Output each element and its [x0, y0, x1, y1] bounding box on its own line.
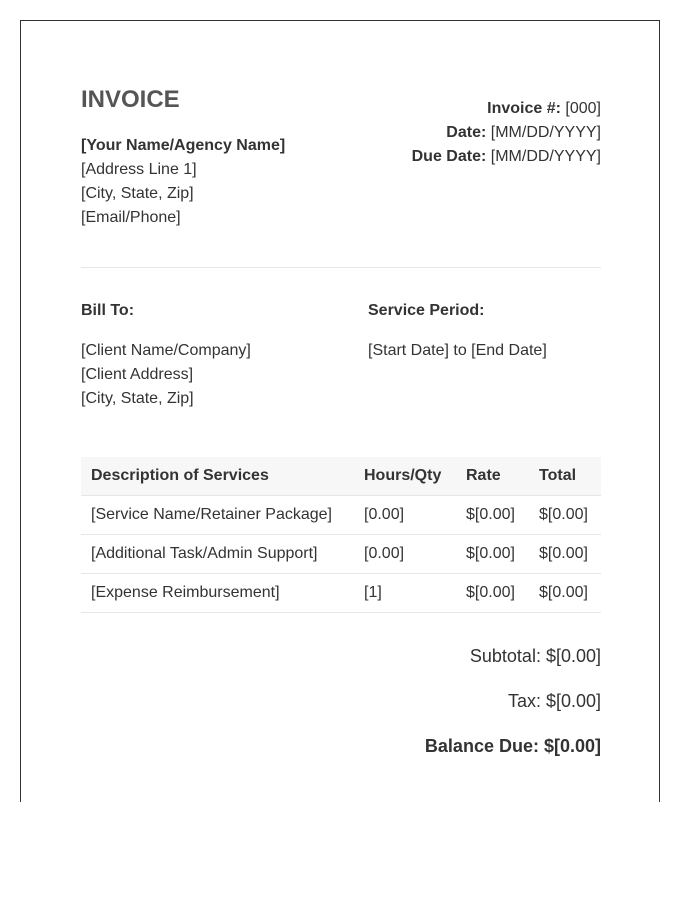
- invoice-date-label: Date:: [446, 124, 487, 141]
- bill-to-block: [81, 299, 368, 411]
- due-date-value: [MM/DD/YYYY]: [490, 148, 601, 165]
- row-description: [Service Name/Retainer Package]: [81, 496, 354, 535]
- invoice-title: INVOICE: [81, 86, 180, 113]
- row-description: [Additional Task/Admin Support]: [81, 535, 354, 574]
- service-period-label: Service Period:: [368, 302, 485, 319]
- row-qty: [0.00]: [354, 535, 456, 574]
- client-city-state-zip: [City, State, Zip]: [81, 390, 194, 407]
- table-row: [81, 535, 601, 574]
- bill-to-label: Bill To:: [81, 302, 135, 319]
- invoice-header: [81, 87, 601, 230]
- header-hours-qty: Hours/Qty: [354, 457, 456, 496]
- row-total: $[0.00]: [529, 496, 601, 535]
- sender-name: [Your Name/Agency Name]: [81, 137, 286, 154]
- row-qty: [1]: [354, 574, 456, 613]
- sender-block: [81, 87, 285, 230]
- row-total: $[0.00]: [529, 535, 601, 574]
- header-divider: [81, 267, 601, 268]
- row-total: $[0.00]: [529, 574, 601, 613]
- sender-details: [81, 134, 285, 230]
- due-date-label: Due Date:: [411, 148, 487, 165]
- tax: Tax: $[0.00]: [507, 691, 601, 711]
- billing-section: [81, 299, 601, 411]
- due-date-line: [412, 145, 601, 169]
- table-row: [81, 496, 601, 535]
- header-description: Description of Services: [81, 457, 354, 496]
- balance-due: Balance Due: $[0.00]: [424, 736, 601, 756]
- invoice-content: [81, 87, 601, 780]
- sender-contact: [Email/Phone]: [81, 209, 181, 226]
- row-rate: $[0.00]: [456, 535, 529, 574]
- sender-city-state-zip: [City, State, Zip]: [81, 185, 194, 202]
- service-period-value: [Start Date] to [End Date]: [368, 342, 547, 359]
- row-description: [Expense Reimbursement]: [81, 574, 354, 613]
- invoice-date-value: [MM/DD/YYYY]: [490, 124, 601, 141]
- invoice-number-label: Invoice #:: [487, 100, 561, 117]
- row-rate: $[0.00]: [456, 496, 529, 535]
- services-table: [81, 457, 601, 613]
- invoice-meta: [412, 87, 601, 169]
- invoice-number-value: [000]: [565, 100, 601, 117]
- subtotal: Subtotal: $[0.00]: [469, 646, 601, 666]
- sender-address-line: [Address Line 1]: [81, 161, 197, 178]
- row-qty: [0.00]: [354, 496, 456, 535]
- invoice-page: [20, 20, 660, 802]
- row-rate: $[0.00]: [456, 574, 529, 613]
- client-name: [Client Name/Company]: [81, 342, 251, 359]
- header-rate: Rate: [456, 457, 529, 496]
- invoice-date-line: [412, 121, 601, 145]
- totals-section: [81, 645, 601, 757]
- client-address: [Client Address]: [81, 366, 194, 383]
- table-header-row: [81, 457, 601, 496]
- header-total: Total: [529, 457, 601, 496]
- service-period-block: [368, 299, 547, 411]
- invoice-number-line: [412, 97, 601, 121]
- table-row: [81, 574, 601, 613]
